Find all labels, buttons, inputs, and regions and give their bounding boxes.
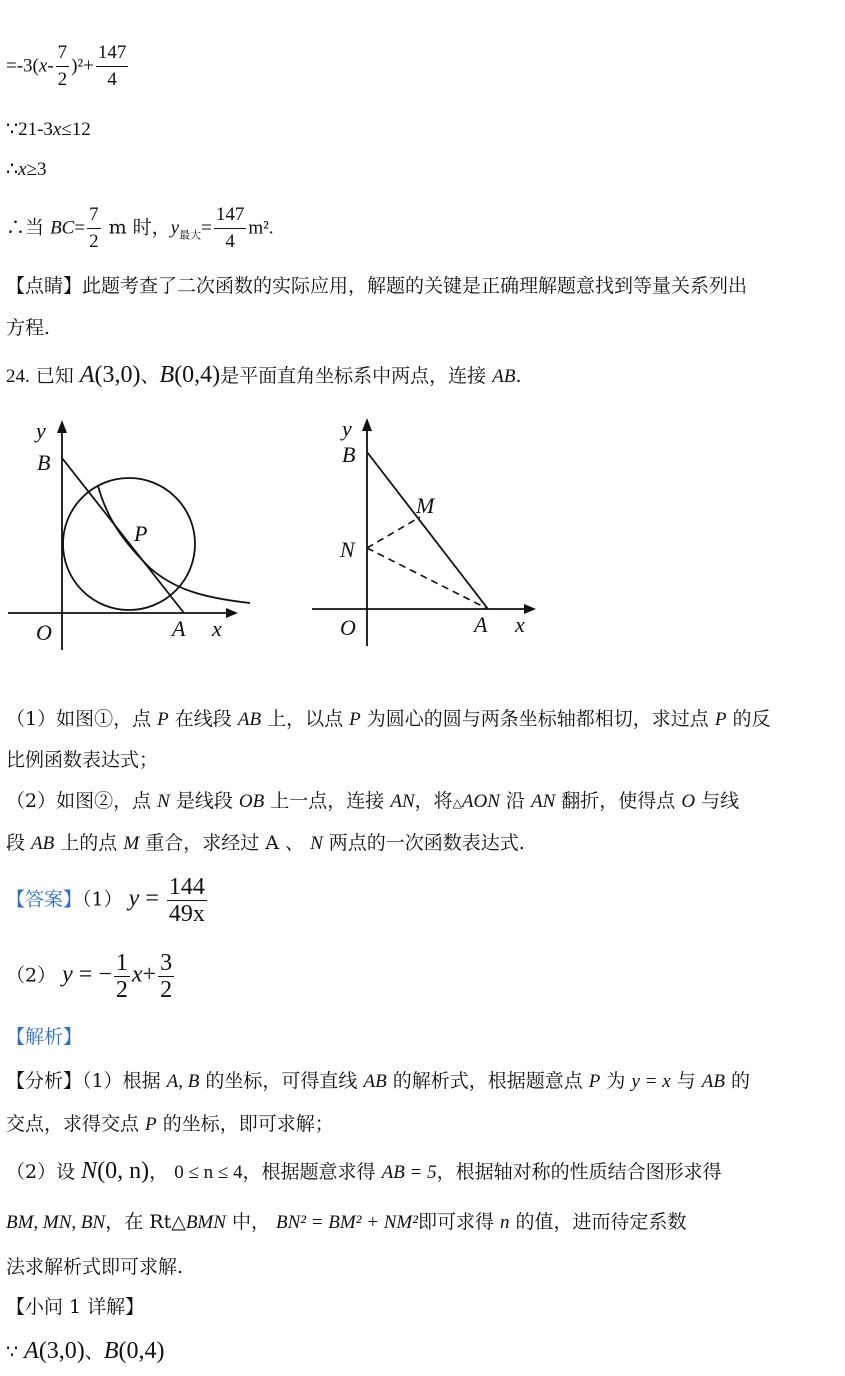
y-arrow-icon [362, 418, 372, 431]
fraction: $\frac{7}{2}$ [57, 42, 68, 90]
answer-line-2: （2） y = − $\frac{1}{2}$ x+ $\frac{3}{2}$ [6, 950, 173, 1003]
analysis-line-1: 【分析】（1）根据 A, B 的坐标，可得直线 AB 的解析式，根据题意点 P 为 y = x 与 AB 的 [6, 1070, 751, 1092]
question-24: 24. 已知 A(3,0)、B(0,4)是平面直角坐标系中两点，连接 AB. [6, 362, 522, 388]
part2-line-2: 段 AB 上的点 M 重合，求经过 A 、 N 两点的一次函数表达式. [6, 832, 525, 854]
expr-line-3: ∴x≥3 [6, 158, 47, 180]
hyperbola-curve [98, 486, 250, 603]
answer-line-1: 【答案】（1） y = $\frac{144}{49x}$ [6, 874, 205, 927]
fraction: $\frac{3}{2}$ [160, 950, 173, 1003]
label-p: P [134, 521, 148, 546]
figure-1 [0, 410, 270, 660]
label-a: A [172, 616, 186, 641]
last-line: ∵ A(3,0)、B(0,4) [6, 1338, 165, 1364]
label-x: x [515, 612, 525, 637]
label-x: x [212, 616, 222, 641]
label-n: N [340, 537, 355, 562]
analysis-line-2: 交点，求得交点 P 的坐标，即可求解； [6, 1113, 334, 1135]
label-o: O [340, 615, 356, 640]
expr-line-2: ∵21-3x≤12 [6, 118, 91, 140]
label-b: B [37, 450, 51, 475]
fraction: $\frac{147}{4}$ [97, 42, 127, 90]
label-y: y [36, 418, 46, 443]
part1-line-2: 比例函数表达式； [6, 749, 159, 771]
y-arrow-icon [57, 420, 67, 433]
jiexi-heading: 【解析】 [6, 1026, 83, 1048]
figure-2 [300, 410, 550, 660]
label-m: M [416, 493, 435, 518]
fraction: $\frac{147}{4}$ [215, 204, 245, 252]
expr-line-4: ∴当 BC= $\frac{7}{2}$ m 时，$y_{最大}=$ $\frac{147}{4}$ m². [6, 202, 274, 255]
subquestion-1-heading: 【小问 1 详解】 [6, 1296, 145, 1318]
analysis2-line-1: （2）设 N(0, n)， 0 ≤ n ≤ 4，根据题意求得 AB = 5，根据轴对称的性质结合图形求得 [6, 1158, 722, 1184]
x-arrow-icon [524, 604, 536, 614]
fraction: $\frac{1}{2}$ [115, 950, 128, 1003]
x-arrow-icon [226, 608, 238, 618]
segment-na [367, 548, 488, 609]
fraction: $\frac{7}{2}$ [89, 204, 99, 252]
analysis2-line-2: BM, MN, BN，在 Rt△BMN 中， BN² = BM² + NM²即可求得 n 的值，进而待定系数 [6, 1211, 687, 1233]
label-y: y [342, 416, 352, 441]
segment-nm [367, 517, 420, 548]
label-o: O [36, 620, 52, 645]
analysis2-line-3: 法求解析式即可求解. [6, 1256, 184, 1278]
segment-ab [367, 452, 488, 609]
comment-line-2: 方程. [6, 317, 51, 339]
part1-line-1: （1）如图①，点 P 在线段 AB 上，以点 P 为圆心的圆与两条坐标轴都相切，求过点 P 的反 [6, 708, 771, 730]
comment-line-1: 【点睛】此题考查了二次函数的实际应用，解题的关键是正确理解题意找到等量关系列出 [6, 275, 748, 297]
expr-line-1: =-3(x- $\frac{7}{2}$ )²+ $\frac{147}{4}$ [6, 40, 130, 93]
fraction: $\frac{144}{49x}$ [168, 874, 205, 927]
label-b: B [342, 442, 356, 467]
part2-line-1: （2）如图②，点 N 是线段 OB 上一点，连接 AN，将△AON 沿 AN 翻折，使得点 O 与线 [6, 790, 740, 812]
label-a: A [474, 612, 488, 637]
